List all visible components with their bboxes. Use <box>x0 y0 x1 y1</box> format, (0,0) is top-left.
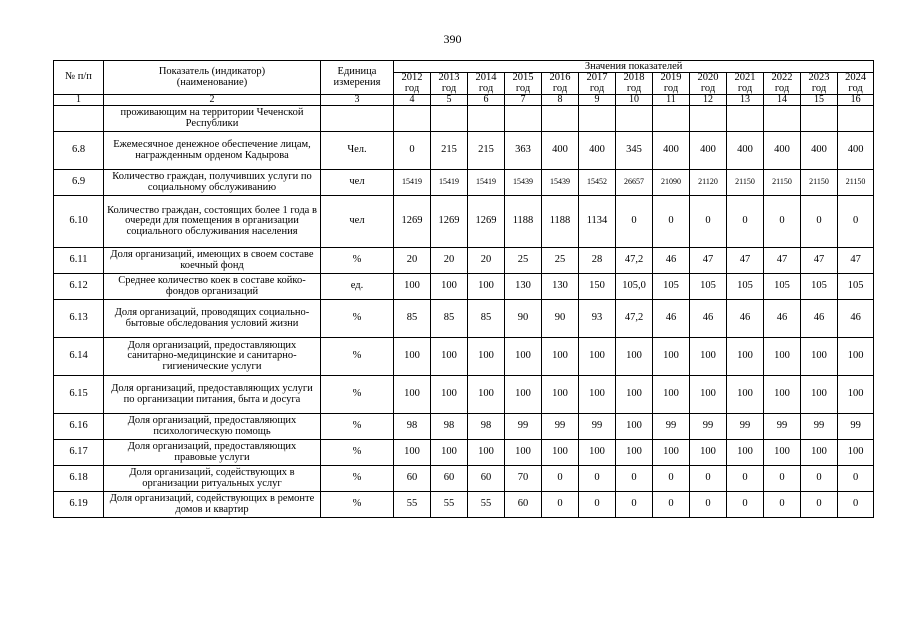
value-cell-2018: 47,2 <box>616 300 653 338</box>
value-cell-2023: 100 <box>801 440 838 466</box>
value-cell-2020: 0 <box>690 492 727 518</box>
value-cell-2015: 130 <box>505 274 542 300</box>
value-cell-2013: 20 <box>431 248 468 274</box>
value-cell-2014: 85 <box>468 300 505 338</box>
value-cell-2017: 100 <box>579 440 616 466</box>
table-header <box>54 61 874 106</box>
value-cell-2015: 70 <box>505 466 542 492</box>
table-row <box>54 338 874 376</box>
table-row <box>54 196 874 248</box>
value-cell-2024: 99 <box>838 414 874 440</box>
value-cell-2015: 100 <box>505 440 542 466</box>
value-cell-2015: 100 <box>505 376 542 414</box>
value-cell-2015: 363 <box>505 132 542 170</box>
value-cell-2018: 0 <box>616 492 653 518</box>
indicator-name: Количество граждан, получивших услуги по социальному обслуживанию <box>104 170 321 196</box>
value-cell-2014: 55 <box>468 492 505 518</box>
value-cell-2013: 98 <box>431 414 468 440</box>
value-cell-2013: 100 <box>431 338 468 376</box>
value-cell-2021: 0 <box>727 492 764 518</box>
value-cell-2023: 0 <box>801 466 838 492</box>
value-cell-2024: 100 <box>838 440 874 466</box>
indicator-name: Количество граждан, состоящих более 1 года в очереди для помещения в организации социального обслуживания населения <box>104 196 321 248</box>
value-cell-2024: 0 <box>838 492 874 518</box>
value-cell-2013: 15419 <box>431 170 468 196</box>
value-cell-2014: 15419 <box>468 170 505 196</box>
value-cell-2017: 0 <box>579 466 616 492</box>
value-cell-2013: 55 <box>431 492 468 518</box>
header-num: № п/п <box>54 61 104 95</box>
table-row <box>54 170 874 196</box>
value-cell-2021: 0 <box>727 196 764 248</box>
table-row <box>54 492 874 518</box>
value-cell-2013: 1269 <box>431 196 468 248</box>
indicator-name: Доля организаций, содействующих в организации ритуальных услуг <box>104 466 321 492</box>
indicator-name: Доля организаций, имеющих в своем составе коечный фонд <box>104 248 321 274</box>
value-cell-2016: 400 <box>542 132 579 170</box>
header-year-2023: 2023 год <box>801 73 838 95</box>
value-cell-2015: 1188 <box>505 196 542 248</box>
value-cell-2021: 100 <box>727 338 764 376</box>
value-cell-2016: 15439 <box>542 170 579 196</box>
value-cell-2022: 46 <box>764 300 801 338</box>
value-cell-2021: 99 <box>727 414 764 440</box>
value-cell-2023 <box>801 106 838 132</box>
value-cell-2024: 46 <box>838 300 874 338</box>
value-cell-2019: 46 <box>653 300 690 338</box>
value-cell-2017: 100 <box>579 338 616 376</box>
value-cell-2018: 345 <box>616 132 653 170</box>
value-cell-2022: 21150 <box>764 170 801 196</box>
column-number: 7 <box>505 95 542 106</box>
value-cell-2019: 0 <box>653 196 690 248</box>
value-cell-2019: 400 <box>653 132 690 170</box>
unit-of-measure: Чел. <box>321 132 394 170</box>
value-cell-2015: 15439 <box>505 170 542 196</box>
header-year-2018: 2018 год <box>616 73 653 95</box>
unit-of-measure: % <box>321 248 394 274</box>
value-cell-2024: 0 <box>838 196 874 248</box>
table-row <box>54 300 874 338</box>
row-number: 6.12 <box>54 274 104 300</box>
value-cell-2023: 100 <box>801 376 838 414</box>
value-cell-2022 <box>764 106 801 132</box>
indicator-name: Доля организаций, предоставляющих психологическую помощь <box>104 414 321 440</box>
value-cell-2017: 400 <box>579 132 616 170</box>
value-cell-2018: 26657 <box>616 170 653 196</box>
value-cell-2023: 46 <box>801 300 838 338</box>
value-cell-2019 <box>653 106 690 132</box>
value-cell-2022: 0 <box>764 196 801 248</box>
column-number: 13 <box>727 95 764 106</box>
value-cell-2014: 20 <box>468 248 505 274</box>
value-cell-2022: 100 <box>764 440 801 466</box>
value-cell-2014: 1269 <box>468 196 505 248</box>
value-cell-2017: 1134 <box>579 196 616 248</box>
value-cell-2012: 98 <box>394 414 431 440</box>
value-cell-2024: 100 <box>838 376 874 414</box>
unit-of-measure: % <box>321 492 394 518</box>
value-cell-2021: 46 <box>727 300 764 338</box>
unit-of-measure: % <box>321 440 394 466</box>
header-year-2012: 2012 год <box>394 73 431 95</box>
table-row <box>54 376 874 414</box>
value-cell-2019: 100 <box>653 338 690 376</box>
value-cell-2020: 400 <box>690 132 727 170</box>
value-cell-2017: 100 <box>579 376 616 414</box>
value-cell-2016: 25 <box>542 248 579 274</box>
value-cell-2023: 0 <box>801 492 838 518</box>
value-cell-2019: 46 <box>653 248 690 274</box>
value-cell-2024: 400 <box>838 132 874 170</box>
value-cell-2015: 100 <box>505 338 542 376</box>
table-row <box>54 106 874 132</box>
header-year-2019: 2019 год <box>653 73 690 95</box>
table-row <box>54 248 874 274</box>
value-cell-2020: 46 <box>690 300 727 338</box>
column-number: 3 <box>321 95 394 106</box>
value-cell-2020: 21120 <box>690 170 727 196</box>
value-cell-2018: 0 <box>616 196 653 248</box>
value-cell-2022: 99 <box>764 414 801 440</box>
value-cell-2012: 1269 <box>394 196 431 248</box>
value-cell-2023: 21150 <box>801 170 838 196</box>
value-cell-2012: 15419 <box>394 170 431 196</box>
value-cell-2015: 25 <box>505 248 542 274</box>
value-cell-2015: 99 <box>505 414 542 440</box>
value-cell-2018: 100 <box>616 338 653 376</box>
value-cell-2016: 1188 <box>542 196 579 248</box>
column-number: 11 <box>653 95 690 106</box>
header-year-2022: 2022 год <box>764 73 801 95</box>
value-cell-2024 <box>838 106 874 132</box>
value-cell-2014: 215 <box>468 132 505 170</box>
table-row <box>54 414 874 440</box>
header-year-2017: 2017 год <box>579 73 616 95</box>
value-cell-2020: 105 <box>690 274 727 300</box>
table-body <box>54 106 874 518</box>
unit-of-measure: % <box>321 376 394 414</box>
value-cell-2021: 21150 <box>727 170 764 196</box>
value-cell-2016: 100 <box>542 338 579 376</box>
value-cell-2016: 0 <box>542 492 579 518</box>
row-number: 6.17 <box>54 440 104 466</box>
row-number: 6.16 <box>54 414 104 440</box>
value-cell-2017: 0 <box>579 492 616 518</box>
value-cell-2021 <box>727 106 764 132</box>
value-cell-2024: 47 <box>838 248 874 274</box>
value-cell-2016 <box>542 106 579 132</box>
value-cell-2014: 100 <box>468 274 505 300</box>
table-row <box>54 274 874 300</box>
unit-of-measure: % <box>321 300 394 338</box>
value-cell-2023: 100 <box>801 338 838 376</box>
value-cell-2023: 47 <box>801 248 838 274</box>
column-numbers-row <box>54 95 874 106</box>
column-number: 5 <box>431 95 468 106</box>
row-number: 6.15 <box>54 376 104 414</box>
column-number: 14 <box>764 95 801 106</box>
indicator-name: Ежемесячное денежное обеспечение лицам, награжденным орденом Кадырова <box>104 132 321 170</box>
header-name: Показатель (индикатор) (наименование) <box>104 61 321 95</box>
row-number: 6.11 <box>54 248 104 274</box>
column-number: 12 <box>690 95 727 106</box>
value-cell-2023: 0 <box>801 196 838 248</box>
row-number <box>54 106 104 132</box>
indicator-name: Доля организаций, содействующих в ремонте домов и квартир <box>104 492 321 518</box>
header-year-2015: 2015 год <box>505 73 542 95</box>
unit-of-measure: % <box>321 338 394 376</box>
value-cell-2013: 100 <box>431 274 468 300</box>
indicator-name: Доля организаций, предоставляющих услуги по организации питания, быта и досуга <box>104 376 321 414</box>
value-cell-2012: 60 <box>394 466 431 492</box>
value-cell-2018: 100 <box>616 440 653 466</box>
column-number: 10 <box>616 95 653 106</box>
row-number: 6.8 <box>54 132 104 170</box>
value-cell-2016: 0 <box>542 466 579 492</box>
value-cell-2013: 100 <box>431 440 468 466</box>
value-cell-2012: 0 <box>394 132 431 170</box>
value-cell-2024: 21150 <box>838 170 874 196</box>
value-cell-2012: 100 <box>394 376 431 414</box>
unit-of-measure <box>321 106 394 132</box>
value-cell-2017: 15452 <box>579 170 616 196</box>
value-cell-2020: 100 <box>690 440 727 466</box>
value-cell-2019: 99 <box>653 414 690 440</box>
value-cell-2021: 400 <box>727 132 764 170</box>
value-cell-2019: 21090 <box>653 170 690 196</box>
value-cell-2021: 47 <box>727 248 764 274</box>
value-cell-2021: 100 <box>727 440 764 466</box>
value-cell-2020: 99 <box>690 414 727 440</box>
value-cell-2017 <box>579 106 616 132</box>
value-cell-2014: 60 <box>468 466 505 492</box>
value-cell-2022: 100 <box>764 376 801 414</box>
row-number: 6.13 <box>54 300 104 338</box>
header-year-2024: 2024 год <box>838 73 874 95</box>
value-cell-2022: 0 <box>764 466 801 492</box>
table-row <box>54 132 874 170</box>
value-cell-2024: 100 <box>838 338 874 376</box>
value-cell-2012: 100 <box>394 440 431 466</box>
value-cell-2022: 400 <box>764 132 801 170</box>
column-number: 16 <box>838 95 874 106</box>
value-cell-2018: 100 <box>616 376 653 414</box>
value-cell-2023: 400 <box>801 132 838 170</box>
indicator-name: Среднее количество коек в составе койко-фондов организаций <box>104 274 321 300</box>
column-number: 8 <box>542 95 579 106</box>
header-values-title: Значения показателей <box>394 61 874 73</box>
value-cell-2022: 100 <box>764 338 801 376</box>
unit-of-measure: чел <box>321 196 394 248</box>
value-cell-2022: 105 <box>764 274 801 300</box>
value-cell-2019: 0 <box>653 466 690 492</box>
value-cell-2024: 105 <box>838 274 874 300</box>
value-cell-2016: 99 <box>542 414 579 440</box>
value-cell-2017: 28 <box>579 248 616 274</box>
indicator-name: Доля организаций, проводящих социально-бытовые обследования условий жизни <box>104 300 321 338</box>
value-cell-2020: 47 <box>690 248 727 274</box>
row-number: 6.10 <box>54 196 104 248</box>
value-cell-2019: 0 <box>653 492 690 518</box>
value-cell-2012: 85 <box>394 300 431 338</box>
value-cell-2023: 105 <box>801 274 838 300</box>
value-cell-2019: 105 <box>653 274 690 300</box>
table-row <box>54 466 874 492</box>
value-cell-2020 <box>690 106 727 132</box>
value-cell-2021: 0 <box>727 466 764 492</box>
column-number: 4 <box>394 95 431 106</box>
column-number: 6 <box>468 95 505 106</box>
column-number: 2 <box>104 95 321 106</box>
value-cell-2012: 55 <box>394 492 431 518</box>
column-number: 9 <box>579 95 616 106</box>
row-number: 6.9 <box>54 170 104 196</box>
value-cell-2022: 47 <box>764 248 801 274</box>
header-unit: Единица измерения <box>321 61 394 95</box>
value-cell-2012: 20 <box>394 248 431 274</box>
value-cell-2013: 215 <box>431 132 468 170</box>
header-year-2013: 2013 год <box>431 73 468 95</box>
value-cell-2022: 0 <box>764 492 801 518</box>
value-cell-2013: 100 <box>431 376 468 414</box>
value-cell-2018: 100 <box>616 414 653 440</box>
unit-of-measure: чел <box>321 170 394 196</box>
value-cell-2019: 100 <box>653 440 690 466</box>
value-cell-2014: 98 <box>468 414 505 440</box>
value-cell-2013: 60 <box>431 466 468 492</box>
value-cell-2016: 100 <box>542 440 579 466</box>
unit-of-measure: % <box>321 466 394 492</box>
value-cell-2024: 0 <box>838 466 874 492</box>
page-number: 390 <box>443 32 462 46</box>
value-cell-2017: 99 <box>579 414 616 440</box>
value-cell-2020: 0 <box>690 466 727 492</box>
value-cell-2018: 105,0 <box>616 274 653 300</box>
value-cell-2021: 100 <box>727 376 764 414</box>
value-cell-2014: 100 <box>468 338 505 376</box>
value-cell-2015: 90 <box>505 300 542 338</box>
row-number: 6.19 <box>54 492 104 518</box>
value-cell-2018 <box>616 106 653 132</box>
indicators-table <box>53 60 874 518</box>
column-number: 1 <box>54 95 104 106</box>
value-cell-2014: 100 <box>468 376 505 414</box>
column-number: 15 <box>801 95 838 106</box>
value-cell-2020: 0 <box>690 196 727 248</box>
row-number: 6.18 <box>54 466 104 492</box>
value-cell-2020: 100 <box>690 338 727 376</box>
value-cell-2017: 93 <box>579 300 616 338</box>
indicator-name: Доля организаций, предоставляющих санитарно-медицинские и санитарно-гигиенические услуги <box>104 338 321 376</box>
indicator-name: проживающим на территории Чеченской Республики <box>104 106 321 132</box>
value-cell-2017: 150 <box>579 274 616 300</box>
value-cell-2015 <box>505 106 542 132</box>
value-cell-2020: 100 <box>690 376 727 414</box>
value-cell-2012: 100 <box>394 274 431 300</box>
table-row <box>54 440 874 466</box>
indicator-name: Доля организаций, предоставляющих правовые услуги <box>104 440 321 466</box>
value-cell-2021: 105 <box>727 274 764 300</box>
header-year-2021: 2021 год <box>727 73 764 95</box>
value-cell-2018: 47,2 <box>616 248 653 274</box>
value-cell-2012 <box>394 106 431 132</box>
value-cell-2016: 100 <box>542 376 579 414</box>
row-number: 6.14 <box>54 338 104 376</box>
value-cell-2014 <box>468 106 505 132</box>
header-year-2020: 2020 год <box>690 73 727 95</box>
unit-of-measure: ед. <box>321 274 394 300</box>
value-cell-2013 <box>431 106 468 132</box>
value-cell-2016: 130 <box>542 274 579 300</box>
unit-of-measure: % <box>321 414 394 440</box>
value-cell-2016: 90 <box>542 300 579 338</box>
value-cell-2018: 0 <box>616 466 653 492</box>
value-cell-2013: 85 <box>431 300 468 338</box>
header-year-2014: 2014 год <box>468 73 505 95</box>
header-year-2016: 2016 год <box>542 73 579 95</box>
value-cell-2014: 100 <box>468 440 505 466</box>
value-cell-2015: 60 <box>505 492 542 518</box>
value-cell-2019: 100 <box>653 376 690 414</box>
value-cell-2012: 100 <box>394 338 431 376</box>
value-cell-2023: 99 <box>801 414 838 440</box>
